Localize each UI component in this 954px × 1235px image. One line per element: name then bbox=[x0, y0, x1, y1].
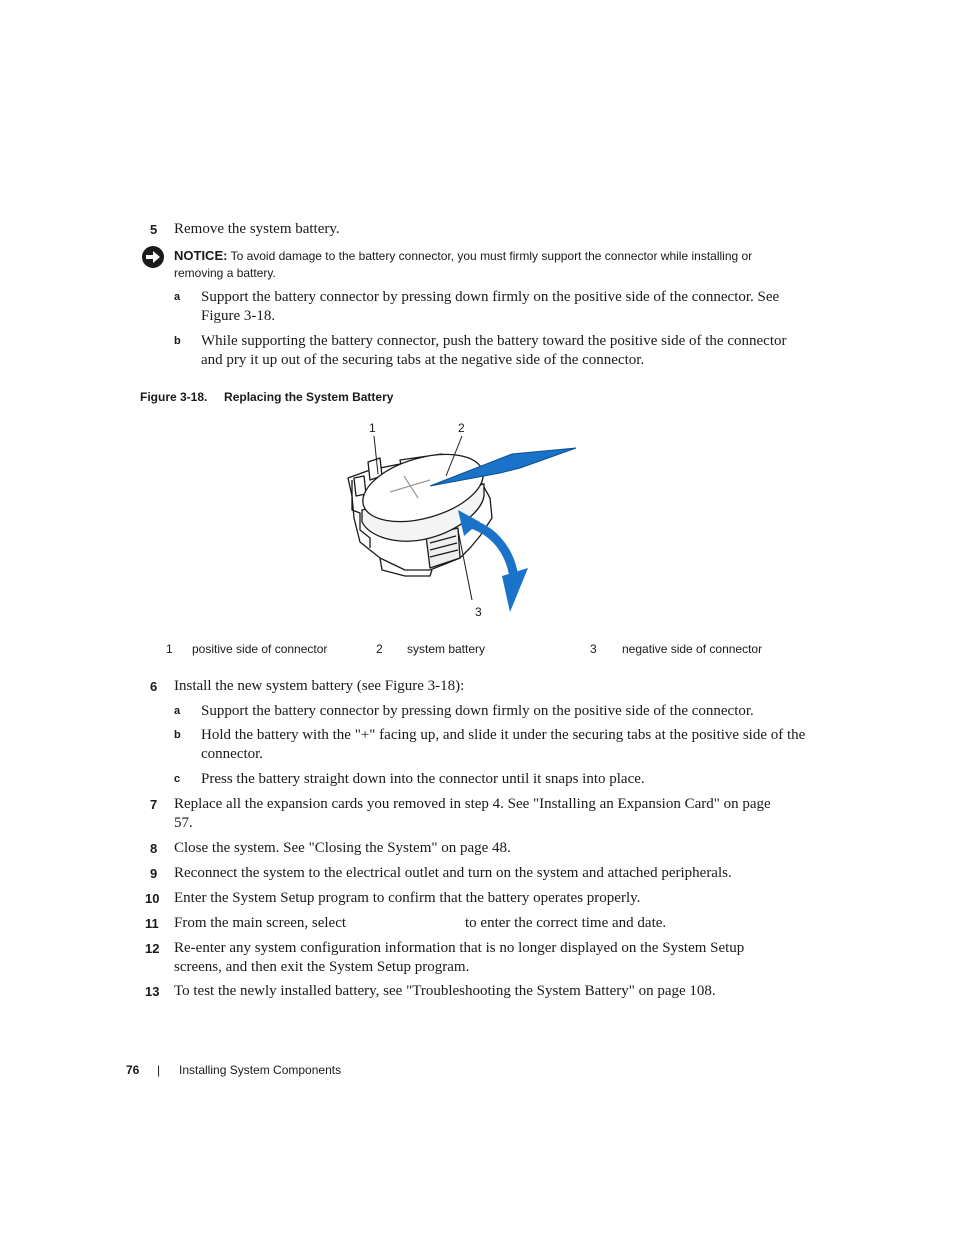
substep-letter: a bbox=[174, 291, 181, 303]
figure-caption bbox=[140, 390, 393, 404]
step-text: Close the system. See "Closing the System" on page 48. bbox=[174, 840, 511, 856]
step-number: 12 bbox=[145, 941, 160, 956]
figure-number: Figure 3-18. bbox=[140, 390, 208, 404]
step-text: To test the newly installed battery, see "Troubleshooting the System Battery" on page 108. bbox=[174, 983, 716, 999]
step-number: 9 bbox=[150, 866, 158, 881]
substep-text: Hold the battery with the "+" facing up, and slide it under the securing tabs at the positive side of the connector. bbox=[201, 727, 806, 762]
figure-title: Replacing the System Battery bbox=[224, 390, 394, 404]
step-number: 8 bbox=[150, 841, 158, 856]
substep-letter: c bbox=[174, 773, 181, 785]
legend-text: negative side of connector bbox=[622, 642, 763, 656]
notice-label: NOTICE: bbox=[174, 248, 228, 263]
step-number: 5 bbox=[150, 222, 158, 237]
step-text: Remove the system battery. bbox=[174, 221, 340, 237]
callout-number: 2 bbox=[458, 421, 465, 435]
step-text: Reconnect the system to the electrical outlet and turn on the system and attached peripherals. bbox=[174, 865, 732, 881]
step-text-after: to enter the correct time and date. bbox=[465, 915, 667, 931]
step-text: Replace all the expansion cards you removed in step 4. See "Installing an Expansion Card" on page 57. bbox=[174, 796, 771, 831]
substep-letter: b bbox=[174, 335, 181, 347]
page-number: 76 bbox=[126, 1063, 140, 1077]
legend-text: positive side of connector bbox=[192, 642, 328, 656]
legend-text: system battery bbox=[407, 642, 486, 656]
substep-text: Support the battery connector by pressing down firmly on the positive side of the connector. bbox=[201, 703, 754, 719]
step-text: Install the new system battery (see Figure 3-18): bbox=[174, 678, 465, 694]
callout-number: 1 bbox=[369, 421, 376, 435]
legend-num: 3 bbox=[590, 642, 597, 656]
substep-letter: a bbox=[174, 705, 181, 717]
step-number: 7 bbox=[150, 797, 158, 812]
battery-illustration bbox=[330, 418, 590, 623]
step-number: 10 bbox=[145, 891, 160, 906]
step-number: 11 bbox=[145, 916, 159, 931]
footer-section: Installing System Components bbox=[179, 1063, 342, 1077]
substep-text: While supporting the battery connector, push the battery toward the positive side of the connector and pry it up out of the securing tabs at the negative side of the connector. bbox=[201, 333, 787, 368]
step-text: Re-enter any system configuration information that is no longer displayed on the System Setup screens, and then exit the System Setup program. bbox=[174, 940, 745, 975]
step-text: Enter the System Setup program to confirm that the battery operates properly. bbox=[174, 890, 641, 906]
legend-num: 2 bbox=[376, 642, 383, 656]
footer-separator: | bbox=[157, 1063, 161, 1077]
callout-number: 3 bbox=[475, 605, 482, 619]
substep-text: Press the battery straight down into the connector until it snaps into place. bbox=[201, 771, 645, 787]
notice-body: To avoid damage to the battery connector, you must firmly support the connector while installing or removing a battery. bbox=[174, 249, 753, 280]
substep-text: Support the battery connector by pressing down firmly on the positive side of the connector. See Figure 3-18. bbox=[201, 289, 780, 324]
legend-num: 1 bbox=[166, 642, 173, 656]
step-number: 6 bbox=[150, 679, 158, 694]
notice-text bbox=[174, 247, 804, 282]
step-number: 13 bbox=[145, 984, 160, 999]
step-text-before: From the main screen, select bbox=[174, 915, 347, 931]
substep-letter: b bbox=[174, 729, 181, 741]
notice-icon bbox=[141, 245, 165, 274]
